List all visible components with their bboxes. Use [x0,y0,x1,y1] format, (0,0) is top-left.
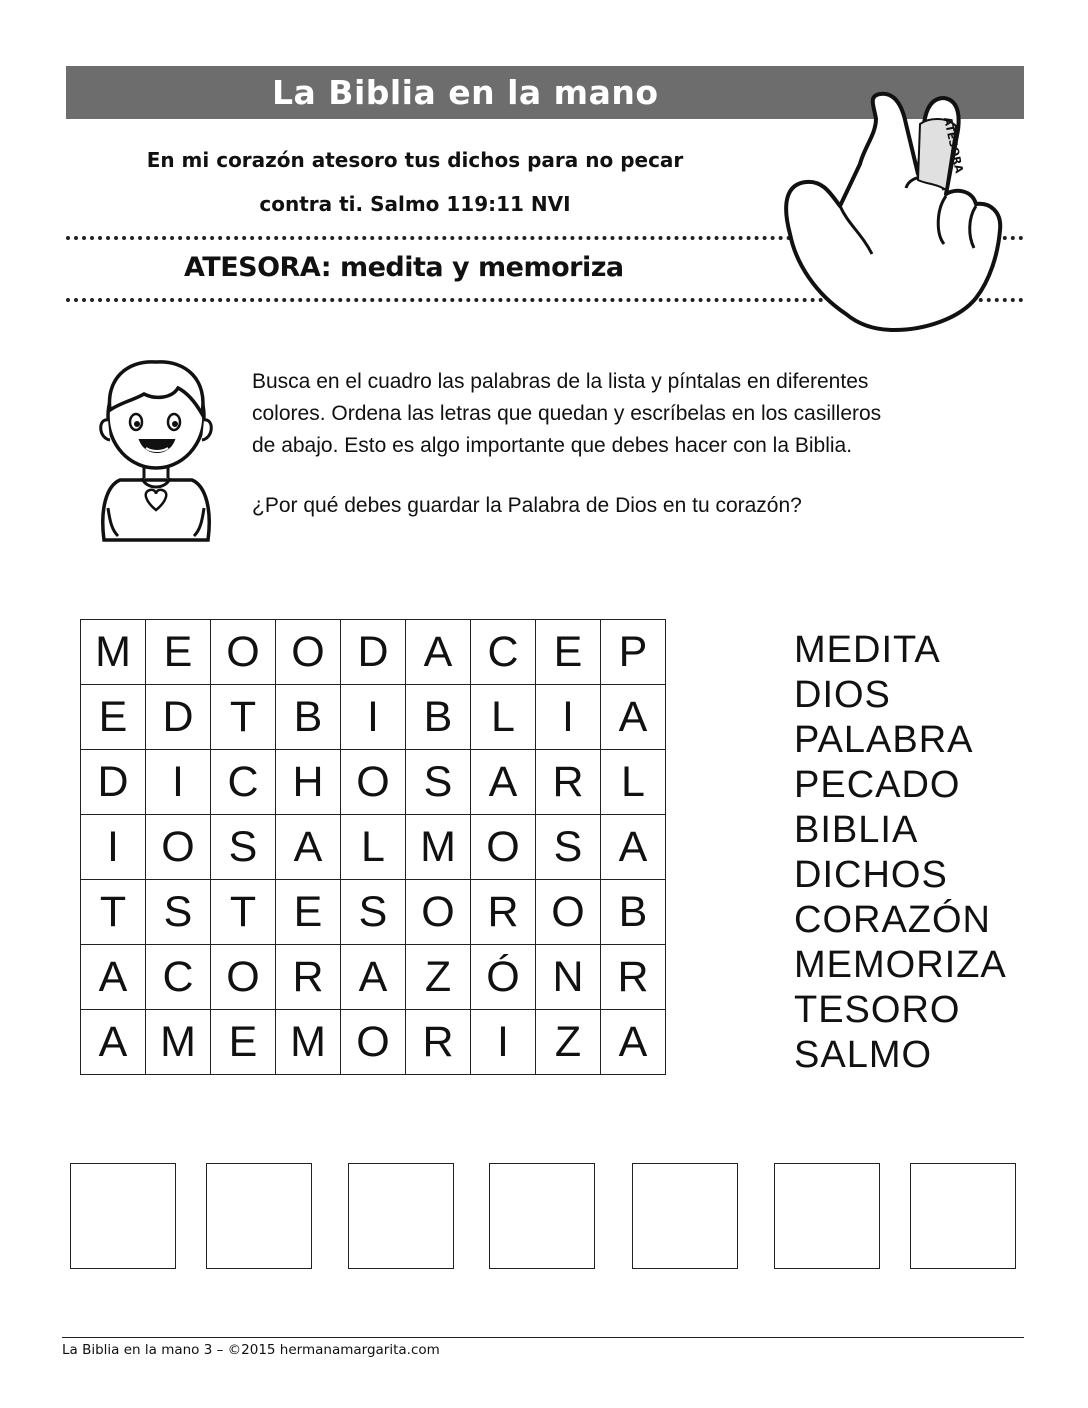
grid-cell[interactable]: A [406,620,471,685]
grid-cell[interactable]: D [341,620,406,685]
grid-cell[interactable]: I [146,750,211,815]
grid-cell[interactable]: M [81,620,146,685]
answer-box[interactable] [489,1163,595,1269]
grid-row [81,880,666,945]
grid-cell[interactable]: M [146,1010,211,1075]
instructions-text [252,366,1022,462]
word-list-item: PALABRA [794,719,974,761]
instructions-line-2: colores. Ordena las letras que quedan y escríbelas en los casilleros [252,402,882,425]
grid-cell[interactable]: Z [406,945,471,1010]
answer-box[interactable] [206,1163,312,1269]
grid-cell[interactable]: M [406,815,471,880]
grid-cell[interactable]: E [536,620,601,685]
grid-cell[interactable]: O [211,945,276,1010]
grid-cell[interactable]: E [81,685,146,750]
grid-cell[interactable]: O [341,1010,406,1075]
grid-cell[interactable]: I [536,685,601,750]
grid-cell[interactable]: R [601,945,666,1010]
grid-cell[interactable]: L [471,685,536,750]
grid-row [81,685,666,750]
grid-cell[interactable]: E [211,1010,276,1075]
grid-cell[interactable]: A [81,945,146,1010]
grid-cell[interactable]: C [211,750,276,815]
word-list-item: MEDITA [794,629,941,671]
word-search-grid [80,619,666,1075]
grid-cell[interactable]: B [276,685,341,750]
word-list-item: TESORO [794,989,961,1031]
grid-cell[interactable]: M [276,1010,341,1075]
grid-cell[interactable]: P [601,620,666,685]
instructions-line-1: Busca en el cuadro las palabras de la lista y píntalas en diferentes [252,370,869,393]
word-list-item: BIBLIA [794,809,919,851]
grid-cell[interactable]: S [341,880,406,945]
grid-cell[interactable]: A [601,1010,666,1075]
grid-cell[interactable]: O [276,620,341,685]
word-list-item: DICHOS [794,854,948,896]
grid-cell[interactable]: A [276,815,341,880]
grid-cell[interactable]: A [471,750,536,815]
grid-row [81,815,666,880]
grid-cell[interactable]: C [146,945,211,1010]
word-list-item: CORAZÓN [794,899,991,941]
answer-box[interactable] [910,1163,1016,1269]
grid-cell[interactable]: O [471,815,536,880]
grid-cell[interactable]: L [601,750,666,815]
word-list [794,628,1007,1078]
finger-label: ATESORA [941,115,966,175]
grid-cell[interactable]: S [146,880,211,945]
answer-box[interactable] [70,1163,176,1269]
hand-illustration-icon [776,84,1026,334]
footer-text: La Biblia en la mano 3 – ©2015 hermanamargarita.com [62,1342,440,1358]
grid-cell[interactable]: D [81,750,146,815]
grid-cell[interactable]: A [601,815,666,880]
question-text: ¿Por qué debes guardar la Palabra de Dios en tu corazón? [252,494,802,517]
answer-box[interactable] [632,1163,738,1269]
grid-cell[interactable]: S [211,815,276,880]
grid-cell[interactable]: T [81,880,146,945]
grid-row [81,1010,666,1075]
grid-cell[interactable]: N [536,945,601,1010]
grid-cell[interactable]: H [276,750,341,815]
grid-row [81,620,666,685]
answer-box[interactable] [348,1163,454,1269]
grid-cell[interactable]: B [406,685,471,750]
verse-line-2: contra ti. Salmo 119:11 NVI [259,192,571,216]
word-list-item: PECADO [794,764,961,806]
grid-row [81,945,666,1010]
grid-cell[interactable]: O [406,880,471,945]
grid-cell[interactable]: A [601,685,666,750]
child-illustration-icon [86,340,226,550]
grid-cell[interactable]: O [536,880,601,945]
answer-box[interactable] [774,1163,880,1269]
word-list-item: MEMORIZA [794,944,1007,986]
grid-cell[interactable]: O [146,815,211,880]
grid-cell[interactable]: T [211,685,276,750]
grid-cell[interactable]: B [601,880,666,945]
grid-cell[interactable]: Z [536,1010,601,1075]
grid-cell[interactable]: R [536,750,601,815]
grid-cell[interactable]: Ó [471,945,536,1010]
grid-cell[interactable]: D [146,685,211,750]
verse-line-1: En mi corazón atesoro tus dichos para no pecar [146,148,684,172]
footer-divider [62,1337,1024,1338]
grid-cell[interactable]: I [81,815,146,880]
grid-cell[interactable]: R [276,945,341,1010]
grid-cell[interactable]: I [341,685,406,750]
grid-cell[interactable]: C [471,620,536,685]
grid-cell[interactable]: O [211,620,276,685]
grid-cell[interactable]: O [341,750,406,815]
instructions-line-3: de abajo. Esto es algo importante que debes hacer con la Biblia. [252,434,853,457]
section-subtitle: ATESORA: medita y memoriza [184,252,624,283]
grid-cell[interactable]: A [81,1010,146,1075]
grid-cell[interactable]: I [471,1010,536,1075]
grid-cell[interactable]: S [406,750,471,815]
word-list-item: SALMO [794,1034,933,1076]
grid-cell[interactable]: T [211,880,276,945]
grid-cell[interactable]: S [536,815,601,880]
grid-cell[interactable]: A [341,945,406,1010]
grid-row [81,750,666,815]
grid-cell[interactable]: R [406,1010,471,1075]
word-list-item: DIOS [794,674,891,716]
page-title: La Biblia en la mano [272,73,659,112]
grid-cell[interactable]: E [146,620,211,685]
grid-cell[interactable]: E [276,880,341,945]
grid-cell[interactable]: L [341,815,406,880]
grid-cell[interactable]: R [471,880,536,945]
